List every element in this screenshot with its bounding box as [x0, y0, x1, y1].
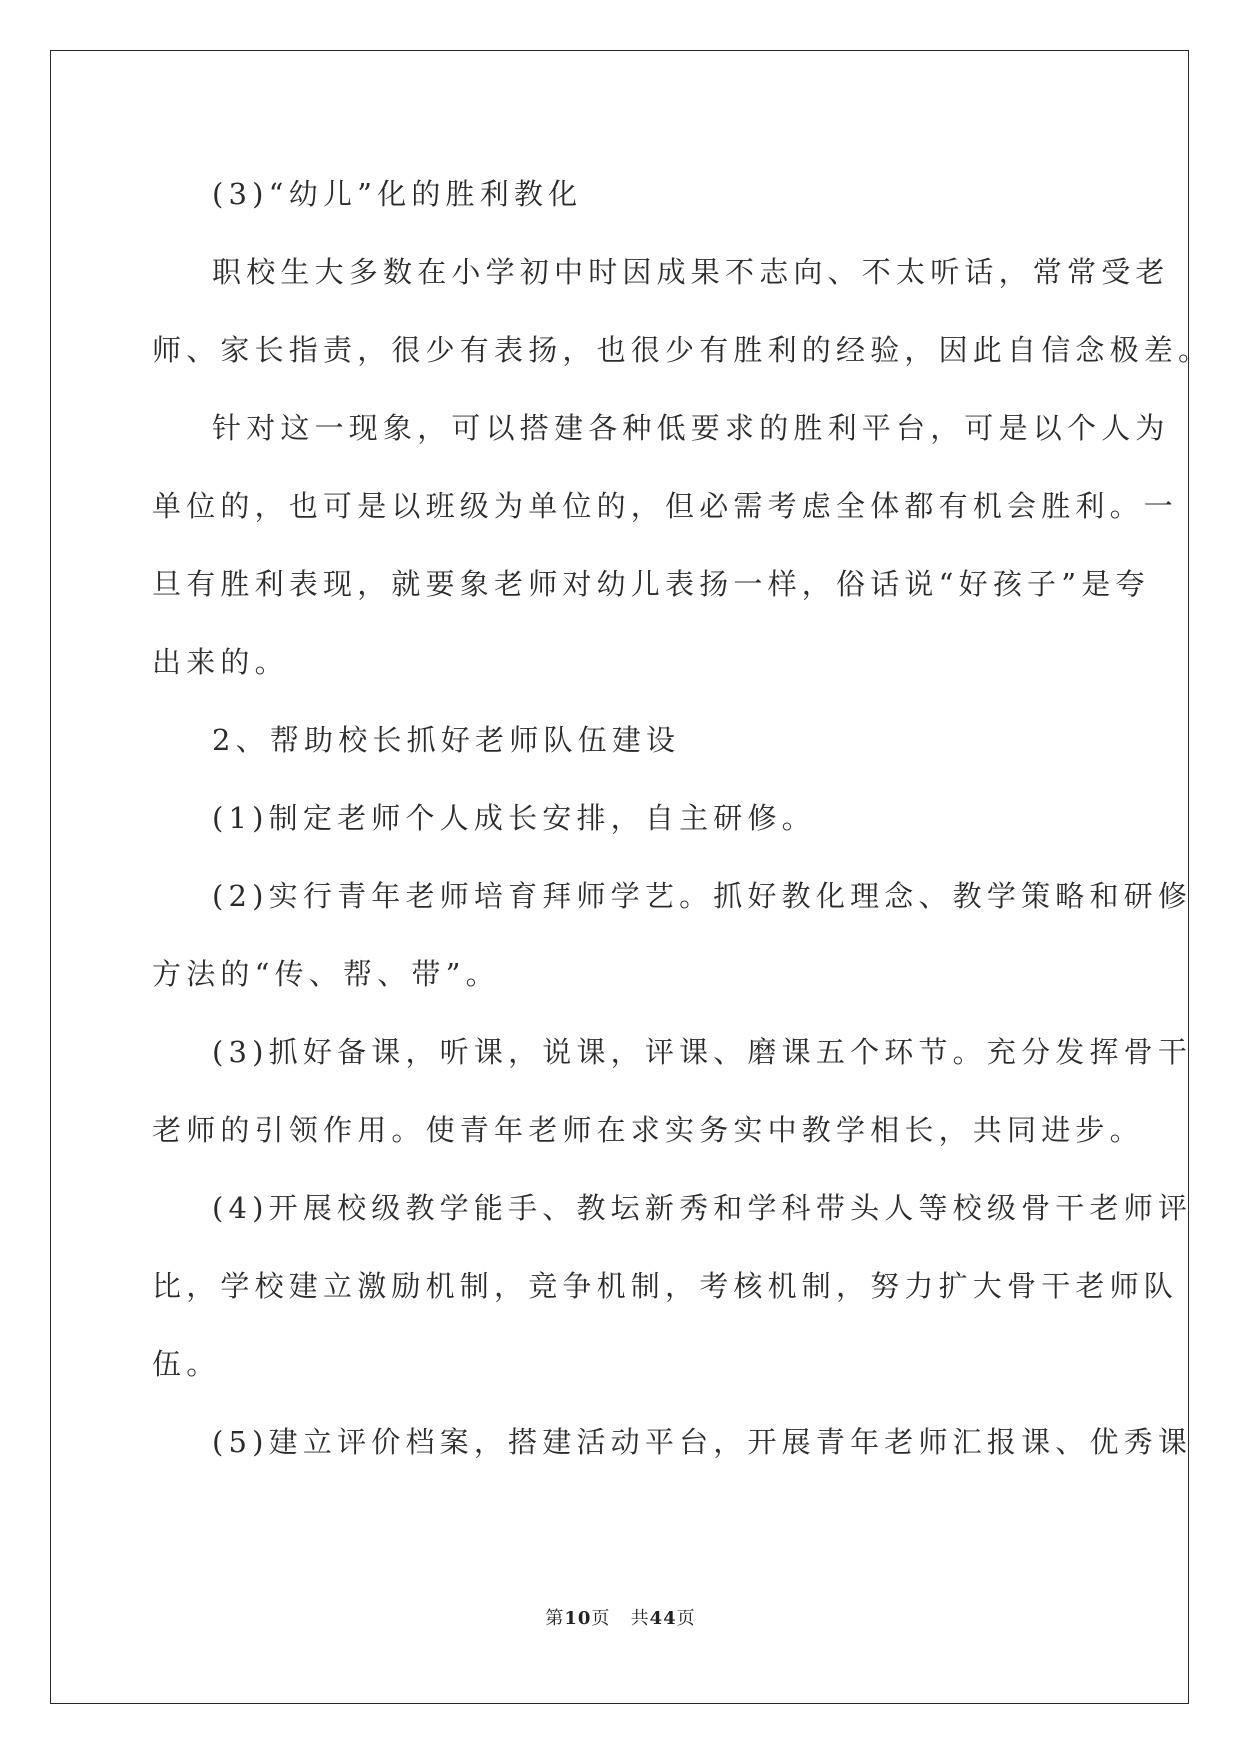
paragraph-line: 师、家长指责，很少有表扬，也很少有胜利的经验，因此自信念极差。: [152, 333, 1213, 367]
footer-prefix: 第: [545, 1608, 565, 1629]
paragraph-line: 针对这一现象，可以搭建各种低要求的胜利平台，可是以个人为: [212, 411, 1170, 445]
footer-total-prefix: 共: [630, 1608, 650, 1629]
total-page-count: 44: [649, 1608, 677, 1629]
paragraph-line: (2)实行青年老师培育拜师学艺。抓好教化理念、教学策略和研修: [212, 879, 1193, 913]
paragraph-line: 职校生大多数在小学初中时因成果不志向、不太听话，常常受老: [212, 255, 1170, 289]
footer-total-suffix: 页: [676, 1608, 696, 1629]
paragraph-line: (5)建立评价档案，搭建活动平台，开展青年老师汇报课、优秀课: [212, 1425, 1193, 1459]
footer-page-suffix: 页: [591, 1608, 611, 1629]
section-heading: 2、帮助校长抓好老师队伍建设: [212, 723, 681, 757]
paragraph-line: (3)“幼儿”化的胜利教化: [212, 177, 583, 211]
document-body: [152, 155, 1213, 1481]
paragraph-line: 比，学校建立激励机制，竞争机制，考核机制，努力扩大骨干老师队: [152, 1269, 1179, 1303]
page-footer: [0, 1604, 1241, 1630]
paragraph-line: (3)抓好备课，听课，说课，评课、磨课五个环节。充分发挥骨干: [212, 1035, 1193, 1069]
paragraph-line: 单位的，也可是以班级为单位的，但必需考虑全体都有机会胜利。一: [152, 489, 1179, 523]
paragraph-line: 老师的引领作用。使青年老师在求实务实中教学相长，共同进步。: [152, 1113, 1144, 1147]
paragraph-line: 方法的“传、帮、带”。: [152, 957, 500, 991]
paragraph-line: 旦有胜利表现，就要象老师对幼儿表扬一样，俗话说“好孩子”是夸: [152, 567, 1150, 601]
paragraph-line: (1)制定老师个人成长安排，自主研修。: [212, 801, 816, 835]
paragraph-line: 伍。: [152, 1347, 221, 1381]
paragraph-line: 出来的。: [152, 645, 289, 679]
current-page-number: 10: [564, 1608, 592, 1629]
paragraph-line: (4)开展校级教学能手、教坛新秀和学科带头人等校级骨干老师评: [212, 1191, 1193, 1225]
